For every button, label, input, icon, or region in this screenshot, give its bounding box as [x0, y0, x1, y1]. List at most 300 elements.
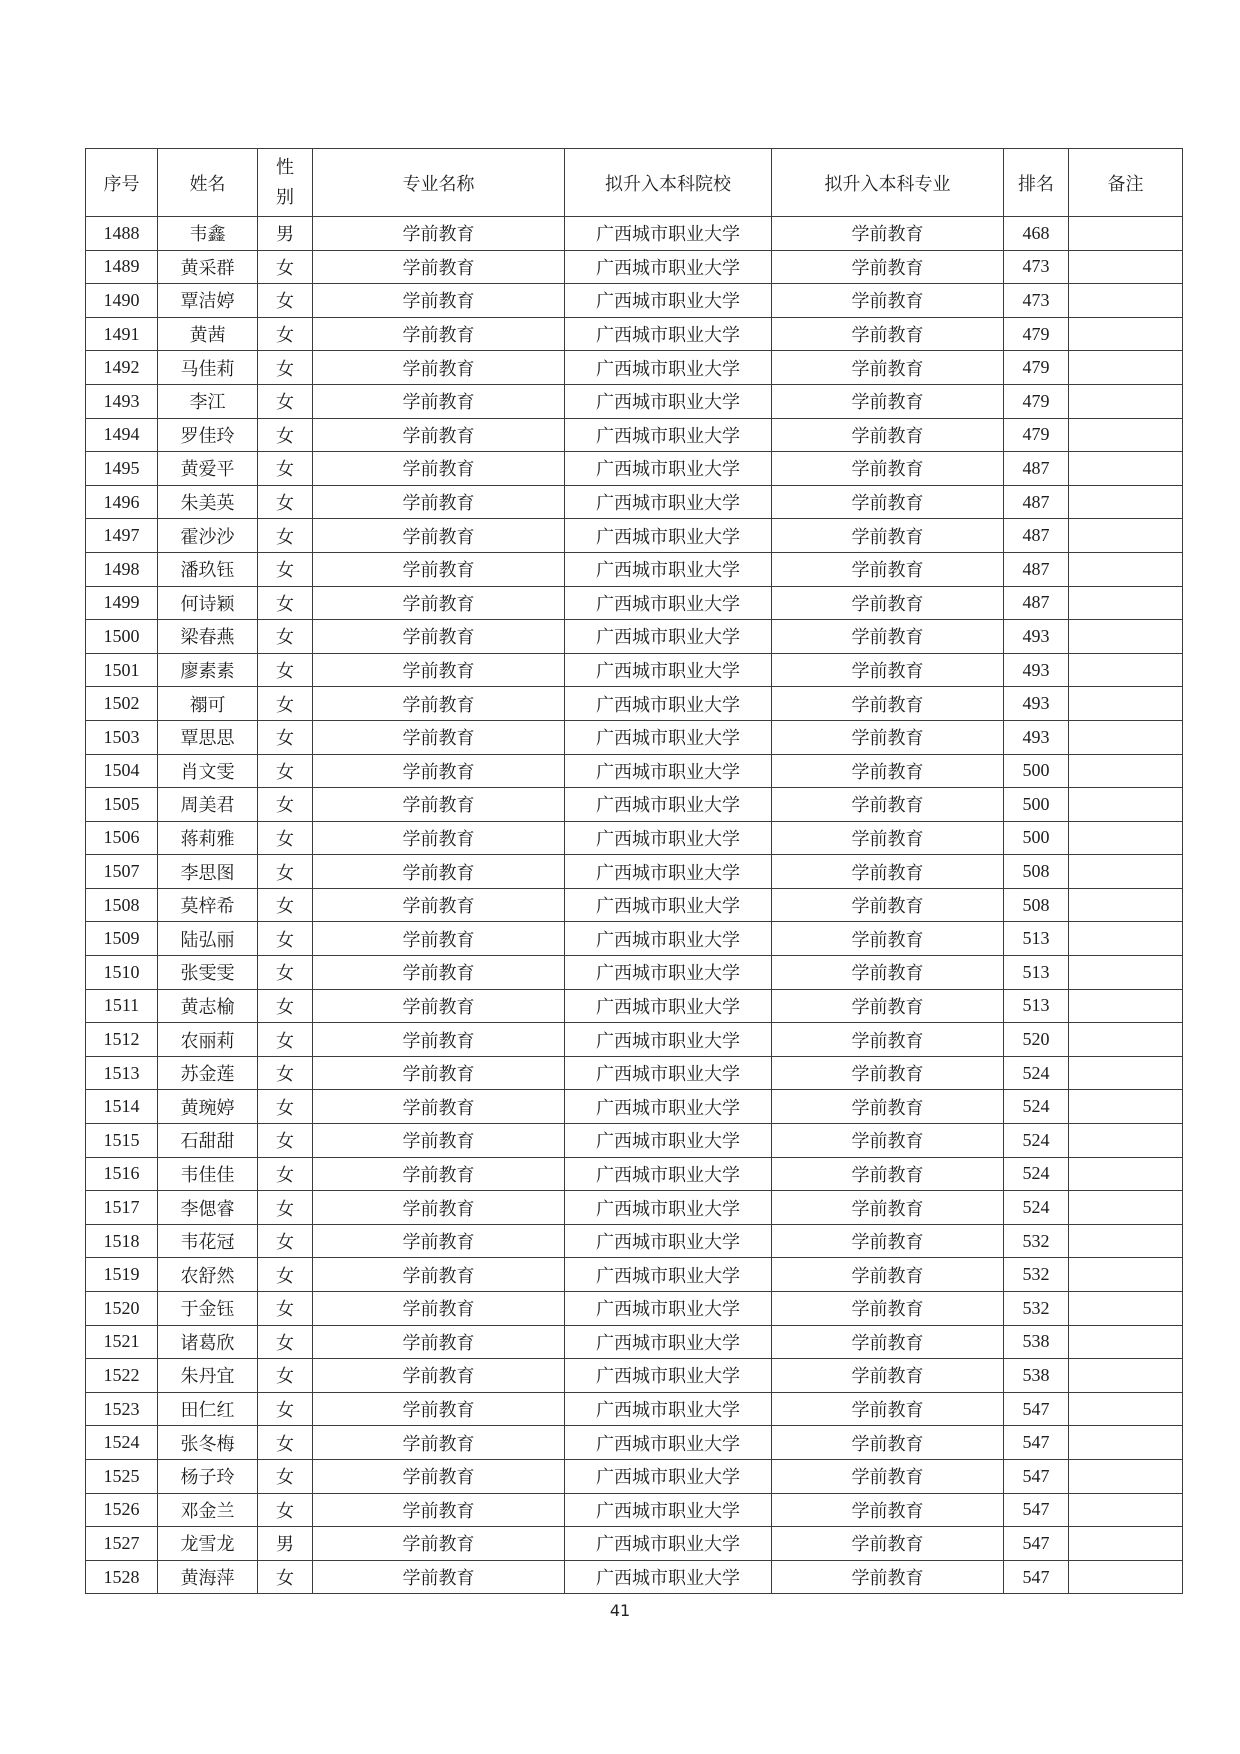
table-row	[86, 317, 1183, 351]
cell-gender: 女	[258, 653, 313, 687]
cell-rank: 513	[1004, 922, 1069, 956]
cell-rank: 493	[1004, 653, 1069, 687]
cell-major: 学前教育	[313, 418, 565, 452]
cell-college: 广西城市职业大学	[565, 956, 772, 990]
cell-target_major: 学前教育	[772, 956, 1004, 990]
cell-seq: 1512	[86, 1023, 158, 1057]
cell-rank: 493	[1004, 620, 1069, 654]
cell-gender: 女	[258, 1493, 313, 1527]
cell-target_major: 学前教育	[772, 217, 1004, 251]
table-row	[86, 418, 1183, 452]
cell-name: 肖文雯	[158, 754, 258, 788]
cell-college: 广西城市职业大学	[565, 217, 772, 251]
cell-college: 广西城市职业大学	[565, 1392, 772, 1426]
cell-major: 学前教育	[313, 1560, 565, 1594]
cell-seq: 1506	[86, 821, 158, 855]
cell-remarks	[1069, 552, 1183, 586]
cell-gender: 女	[258, 1157, 313, 1191]
cell-major: 学前教育	[313, 922, 565, 956]
cell-seq: 1497	[86, 519, 158, 553]
cell-name: 石甜甜	[158, 1124, 258, 1158]
cell-major: 学前教育	[313, 788, 565, 822]
cell-rank: 524	[1004, 1157, 1069, 1191]
cell-seq: 1518	[86, 1224, 158, 1258]
cell-gender: 女	[258, 821, 313, 855]
cell-major: 学前教育	[313, 1392, 565, 1426]
cell-rank: 547	[1004, 1426, 1069, 1460]
cell-college: 广西城市职业大学	[565, 788, 772, 822]
cell-seq: 1528	[86, 1560, 158, 1594]
cell-seq: 1513	[86, 1056, 158, 1090]
table-row	[86, 217, 1183, 251]
cell-name: 张冬梅	[158, 1426, 258, 1460]
cell-major: 学前教育	[313, 317, 565, 351]
cell-seq: 1494	[86, 418, 158, 452]
cell-major: 学前教育	[313, 217, 565, 251]
cell-remarks	[1069, 956, 1183, 990]
cell-gender: 女	[258, 720, 313, 754]
cell-remarks	[1069, 1258, 1183, 1292]
cell-name: 蒋莉雅	[158, 821, 258, 855]
table-row	[86, 1392, 1183, 1426]
header-label-college: 拟升入本科院校	[605, 173, 731, 194]
cell-major: 学前教育	[313, 1124, 565, 1158]
cell-gender: 女	[258, 519, 313, 553]
cell-college: 广西城市职业大学	[565, 989, 772, 1023]
cell-seq: 1492	[86, 351, 158, 385]
cell-seq: 1515	[86, 1124, 158, 1158]
cell-target_major: 学前教育	[772, 485, 1004, 519]
cell-gender: 女	[258, 1191, 313, 1225]
cell-seq: 1514	[86, 1090, 158, 1124]
cell-major: 学前教育	[313, 855, 565, 889]
cell-name: 霍沙沙	[158, 519, 258, 553]
cell-target_major: 学前教育	[772, 855, 1004, 889]
cell-target_major: 学前教育	[772, 888, 1004, 922]
cell-college: 广西城市职业大学	[565, 519, 772, 553]
table-row	[86, 1560, 1183, 1594]
cell-rank: 538	[1004, 1325, 1069, 1359]
cell-target_major: 学前教育	[772, 1056, 1004, 1090]
cell-remarks	[1069, 1191, 1183, 1225]
cell-target_major: 学前教育	[772, 1292, 1004, 1326]
cell-target_major: 学前教育	[772, 418, 1004, 452]
cell-gender: 女	[258, 1560, 313, 1594]
cell-remarks	[1069, 317, 1183, 351]
cell-name: 禤可	[158, 687, 258, 721]
header-label-seq: 序号	[103, 173, 140, 194]
cell-major: 学前教育	[313, 1056, 565, 1090]
cell-remarks	[1069, 1527, 1183, 1561]
cell-target_major: 学前教育	[772, 519, 1004, 553]
cell-gender: 女	[258, 250, 313, 284]
cell-name: 覃洁婷	[158, 284, 258, 318]
header-cell-college	[565, 149, 772, 217]
cell-rank: 547	[1004, 1459, 1069, 1493]
table-row	[86, 452, 1183, 486]
cell-name: 龙雪龙	[158, 1527, 258, 1561]
cell-gender: 女	[258, 956, 313, 990]
cell-name: 黄茜	[158, 317, 258, 351]
cell-rank: 473	[1004, 250, 1069, 284]
table-row	[86, 989, 1183, 1023]
cell-remarks	[1069, 1325, 1183, 1359]
table-row	[86, 552, 1183, 586]
table-row	[86, 1124, 1183, 1158]
student-promotion-table	[85, 148, 1183, 1594]
cell-rank: 479	[1004, 317, 1069, 351]
header-cell-name	[158, 149, 258, 217]
cell-gender: 女	[258, 1292, 313, 1326]
cell-name: 田仁红	[158, 1392, 258, 1426]
cell-rank: 513	[1004, 989, 1069, 1023]
table-row	[86, 1258, 1183, 1292]
cell-rank: 520	[1004, 1023, 1069, 1057]
cell-seq: 1523	[86, 1392, 158, 1426]
cell-college: 广西城市职业大学	[565, 1560, 772, 1594]
cell-gender: 女	[258, 284, 313, 318]
cell-remarks	[1069, 1493, 1183, 1527]
cell-remarks	[1069, 1157, 1183, 1191]
cell-college: 广西城市职业大学	[565, 1527, 772, 1561]
cell-target_major: 学前教育	[772, 1157, 1004, 1191]
cell-major: 学前教育	[313, 821, 565, 855]
cell-remarks	[1069, 888, 1183, 922]
header-cell-gender	[258, 149, 313, 217]
header-label-target-major: 拟升入本科专业	[824, 173, 951, 194]
table-row	[86, 754, 1183, 788]
cell-seq: 1491	[86, 317, 158, 351]
cell-remarks	[1069, 720, 1183, 754]
cell-seq: 1495	[86, 452, 158, 486]
cell-gender: 女	[258, 855, 313, 889]
cell-target_major: 学前教育	[772, 1224, 1004, 1258]
cell-name: 廖素素	[158, 653, 258, 687]
cell-remarks	[1069, 1224, 1183, 1258]
table-row	[86, 1426, 1183, 1460]
cell-college: 广西城市职业大学	[565, 1325, 772, 1359]
cell-college: 广西城市职业大学	[565, 1191, 772, 1225]
header-label-rank: 排名	[1018, 173, 1054, 194]
cell-gender: 女	[258, 317, 313, 351]
table-row	[86, 1359, 1183, 1393]
table-row	[86, 1157, 1183, 1191]
cell-gender: 男	[258, 1527, 313, 1561]
cell-rank: 500	[1004, 754, 1069, 788]
cell-rank: 479	[1004, 384, 1069, 418]
cell-target_major: 学前教育	[772, 653, 1004, 687]
table-row	[86, 821, 1183, 855]
cell-rank: 500	[1004, 788, 1069, 822]
cell-seq: 1490	[86, 284, 158, 318]
cell-college: 广西城市职业大学	[565, 418, 772, 452]
cell-target_major: 学前教育	[772, 1459, 1004, 1493]
cell-name: 潘玖钰	[158, 552, 258, 586]
cell-college: 广西城市职业大学	[565, 1258, 772, 1292]
cell-target_major: 学前教育	[772, 1258, 1004, 1292]
table-row	[86, 384, 1183, 418]
header-label-remarks: 备注	[1107, 173, 1144, 194]
cell-seq: 1507	[86, 855, 158, 889]
cell-seq: 1502	[86, 687, 158, 721]
cell-gender: 女	[258, 754, 313, 788]
table-row	[86, 620, 1183, 654]
cell-college: 广西城市职业大学	[565, 452, 772, 486]
table-row	[86, 351, 1183, 385]
cell-gender: 女	[258, 922, 313, 956]
cell-remarks	[1069, 855, 1183, 889]
cell-rank: 479	[1004, 418, 1069, 452]
cell-seq: 1498	[86, 552, 158, 586]
cell-major: 学前教育	[313, 1359, 565, 1393]
cell-major: 学前教育	[313, 351, 565, 385]
cell-seq: 1520	[86, 1292, 158, 1326]
cell-rank: 473	[1004, 284, 1069, 318]
cell-gender: 女	[258, 1224, 313, 1258]
cell-college: 广西城市职业大学	[565, 1426, 772, 1460]
cell-gender: 女	[258, 586, 313, 620]
cell-target_major: 学前教育	[772, 989, 1004, 1023]
cell-gender: 女	[258, 1392, 313, 1426]
cell-major: 学前教育	[313, 620, 565, 654]
cell-college: 广西城市职业大学	[565, 620, 772, 654]
cell-major: 学前教育	[313, 485, 565, 519]
cell-college: 广西城市职业大学	[565, 552, 772, 586]
cell-remarks	[1069, 1426, 1183, 1460]
cell-name: 罗佳玲	[158, 418, 258, 452]
cell-name: 周美君	[158, 788, 258, 822]
cell-college: 广西城市职业大学	[565, 1023, 772, 1057]
cell-major: 学前教育	[313, 1426, 565, 1460]
cell-seq: 1521	[86, 1325, 158, 1359]
cell-college: 广西城市职业大学	[565, 821, 772, 855]
cell-rank: 524	[1004, 1090, 1069, 1124]
table-row	[86, 1090, 1183, 1124]
cell-gender: 女	[258, 1258, 313, 1292]
table-body	[86, 217, 1183, 1594]
cell-rank: 468	[1004, 217, 1069, 251]
cell-rank: 487	[1004, 586, 1069, 620]
table-row	[86, 485, 1183, 519]
cell-name: 陆弘丽	[158, 922, 258, 956]
cell-gender: 女	[258, 384, 313, 418]
cell-major: 学前教育	[313, 956, 565, 990]
cell-remarks	[1069, 217, 1183, 251]
cell-major: 学前教育	[313, 1258, 565, 1292]
cell-gender: 女	[258, 351, 313, 385]
cell-rank: 532	[1004, 1292, 1069, 1326]
cell-college: 广西城市职业大学	[565, 317, 772, 351]
cell-college: 广西城市职业大学	[565, 1359, 772, 1393]
table-row	[86, 956, 1183, 990]
cell-major: 学前教育	[313, 250, 565, 284]
cell-major: 学前教育	[313, 720, 565, 754]
cell-rank: 508	[1004, 855, 1069, 889]
cell-name: 黄志榆	[158, 989, 258, 1023]
cell-name: 覃思思	[158, 720, 258, 754]
header-cell-rank	[1004, 149, 1069, 217]
cell-name: 张雯雯	[158, 956, 258, 990]
cell-seq: 1496	[86, 485, 158, 519]
cell-remarks	[1069, 351, 1183, 385]
cell-college: 广西城市职业大学	[565, 1292, 772, 1326]
cell-name: 杨子玲	[158, 1459, 258, 1493]
header-cell-target-major	[772, 149, 1004, 217]
cell-target_major: 学前教育	[772, 687, 1004, 721]
cell-remarks	[1069, 922, 1183, 956]
cell-name: 黄爱平	[158, 452, 258, 486]
cell-college: 广西城市职业大学	[565, 922, 772, 956]
table-row	[86, 1292, 1183, 1326]
cell-name: 韦鑫	[158, 217, 258, 251]
cell-rank: 547	[1004, 1493, 1069, 1527]
cell-major: 学前教育	[313, 1224, 565, 1258]
cell-name: 朱美英	[158, 485, 258, 519]
cell-remarks	[1069, 653, 1183, 687]
cell-college: 广西城市职业大学	[565, 384, 772, 418]
cell-rank: 500	[1004, 821, 1069, 855]
cell-rank: 493	[1004, 720, 1069, 754]
cell-name: 李江	[158, 384, 258, 418]
cell-target_major: 学前教育	[772, 720, 1004, 754]
cell-name: 何诗颖	[158, 586, 258, 620]
cell-remarks	[1069, 754, 1183, 788]
cell-remarks	[1069, 1359, 1183, 1393]
cell-college: 广西城市职业大学	[565, 1124, 772, 1158]
cell-major: 学前教育	[313, 384, 565, 418]
cell-name: 韦花冠	[158, 1224, 258, 1258]
cell-college: 广西城市职业大学	[565, 1224, 772, 1258]
cell-name: 韦佳佳	[158, 1157, 258, 1191]
cell-target_major: 学前教育	[772, 317, 1004, 351]
cell-seq: 1500	[86, 620, 158, 654]
cell-name: 李偲睿	[158, 1191, 258, 1225]
cell-name: 农舒然	[158, 1258, 258, 1292]
cell-remarks	[1069, 250, 1183, 284]
cell-major: 学前教育	[313, 552, 565, 586]
cell-rank: 538	[1004, 1359, 1069, 1393]
cell-target_major: 学前教育	[772, 384, 1004, 418]
cell-major: 学前教育	[313, 687, 565, 721]
cell-college: 广西城市职业大学	[565, 485, 772, 519]
cell-remarks	[1069, 418, 1183, 452]
table-row	[86, 788, 1183, 822]
cell-seq: 1509	[86, 922, 158, 956]
cell-major: 学前教育	[313, 519, 565, 553]
cell-rank: 493	[1004, 687, 1069, 721]
cell-name: 黄采群	[158, 250, 258, 284]
cell-name: 黄海萍	[158, 1560, 258, 1594]
cell-remarks	[1069, 1124, 1183, 1158]
cell-remarks	[1069, 1056, 1183, 1090]
cell-gender: 女	[258, 485, 313, 519]
cell-major: 学前教育	[313, 284, 565, 318]
cell-seq: 1499	[86, 586, 158, 620]
cell-remarks	[1069, 1392, 1183, 1426]
cell-seq: 1501	[86, 653, 158, 687]
cell-seq: 1517	[86, 1191, 158, 1225]
cell-college: 广西城市职业大学	[565, 754, 772, 788]
table-row	[86, 855, 1183, 889]
cell-rank: 524	[1004, 1191, 1069, 1225]
cell-remarks	[1069, 519, 1183, 553]
cell-remarks	[1069, 989, 1183, 1023]
cell-target_major: 学前教育	[772, 1090, 1004, 1124]
cell-name: 李思图	[158, 855, 258, 889]
cell-name: 梁春燕	[158, 620, 258, 654]
cell-seq: 1524	[86, 1426, 158, 1460]
cell-remarks	[1069, 1560, 1183, 1594]
header-label-gender: 性别	[275, 156, 294, 207]
cell-rank: 513	[1004, 956, 1069, 990]
table-row	[86, 1325, 1183, 1359]
cell-name: 于金钰	[158, 1292, 258, 1326]
cell-target_major: 学前教育	[772, 284, 1004, 318]
cell-rank: 487	[1004, 552, 1069, 586]
cell-gender: 女	[258, 1359, 313, 1393]
cell-seq: 1522	[86, 1359, 158, 1393]
cell-rank: 479	[1004, 351, 1069, 385]
header-label-major: 专业名称	[402, 173, 475, 194]
header-cell-remarks	[1069, 149, 1183, 217]
cell-seq: 1503	[86, 720, 158, 754]
cell-gender: 女	[258, 620, 313, 654]
cell-seq: 1511	[86, 989, 158, 1023]
cell-target_major: 学前教育	[772, 250, 1004, 284]
cell-target_major: 学前教育	[772, 1392, 1004, 1426]
cell-major: 学前教育	[313, 586, 565, 620]
cell-seq: 1510	[86, 956, 158, 990]
cell-target_major: 学前教育	[772, 1527, 1004, 1561]
cell-seq: 1527	[86, 1527, 158, 1561]
cell-major: 学前教育	[313, 989, 565, 1023]
header-label-name: 姓名	[189, 173, 226, 194]
cell-gender: 女	[258, 418, 313, 452]
cell-remarks	[1069, 284, 1183, 318]
table-row	[86, 1459, 1183, 1493]
cell-remarks	[1069, 1090, 1183, 1124]
cell-rank: 524	[1004, 1056, 1069, 1090]
cell-remarks	[1069, 452, 1183, 486]
cell-gender: 女	[258, 1090, 313, 1124]
cell-college: 广西城市职业大学	[565, 284, 772, 318]
cell-target_major: 学前教育	[772, 1493, 1004, 1527]
cell-name: 苏金莲	[158, 1056, 258, 1090]
cell-college: 广西城市职业大学	[565, 1493, 772, 1527]
cell-major: 学前教育	[313, 1157, 565, 1191]
cell-seq: 1519	[86, 1258, 158, 1292]
cell-rank: 487	[1004, 452, 1069, 486]
cell-target_major: 学前教育	[772, 1359, 1004, 1393]
cell-seq: 1525	[86, 1459, 158, 1493]
cell-gender: 女	[258, 989, 313, 1023]
cell-major: 学前教育	[313, 1292, 565, 1326]
cell-gender: 女	[258, 1056, 313, 1090]
cell-target_major: 学前教育	[772, 552, 1004, 586]
table-row	[86, 720, 1183, 754]
cell-remarks	[1069, 821, 1183, 855]
table-row	[86, 1224, 1183, 1258]
cell-rank: 508	[1004, 888, 1069, 922]
cell-seq: 1504	[86, 754, 158, 788]
table-row	[86, 653, 1183, 687]
cell-major: 学前教育	[313, 1527, 565, 1561]
table-row	[86, 1191, 1183, 1225]
cell-rank: 547	[1004, 1392, 1069, 1426]
cell-college: 广西城市职业大学	[565, 1090, 772, 1124]
cell-remarks	[1069, 1459, 1183, 1493]
cell-college: 广西城市职业大学	[565, 351, 772, 385]
